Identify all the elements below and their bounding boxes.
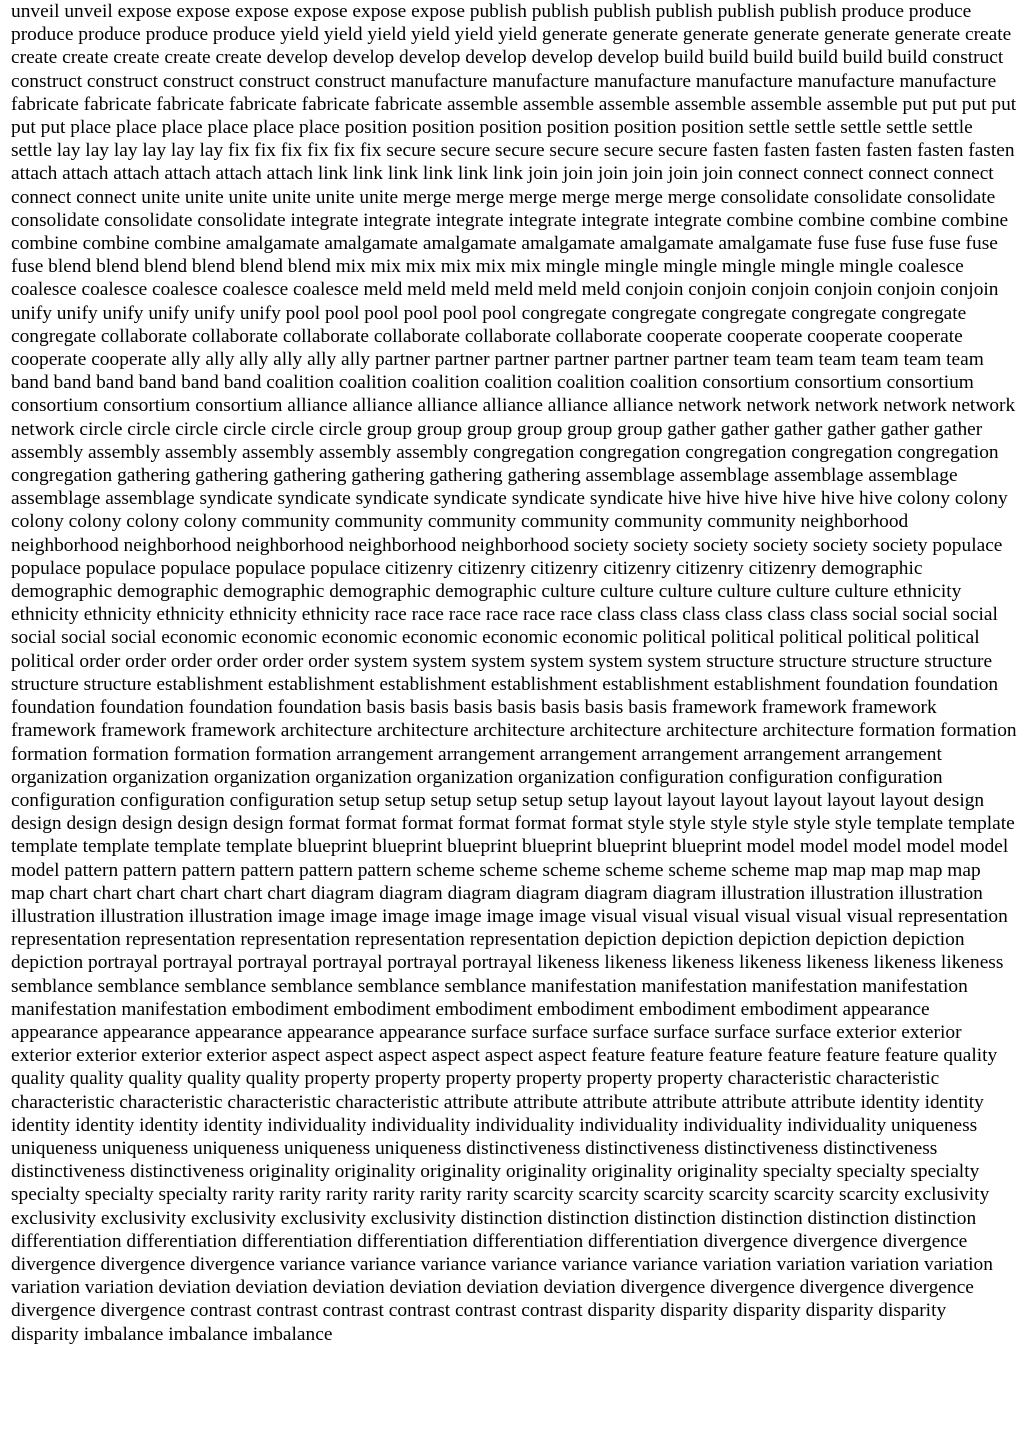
body-text: unveil unveil expose expose expose expose expose expose publish publish publish publish publish publish produce produce produce produce produce produce yield yield yield yield yield yield generate generate generate generate generate generate create create create create create create develop develop develop develop develop develop build build build build build build construct construct construct construct construct construct manufacture manufacture manufacture manufacture manufacture manufacture fabricate fabricate fabricate fabricate fabricate fabricate assemble assemble assemble assemble assemble assemble put put put put put put place place place place place place position position position position position position settle settle settle settle settle settle lay lay lay lay lay lay fix fix fix fix fix fix secure secure secure secure secure secure fasten fasten fasten fasten fasten fasten attach attach attach attach attach attach link link link link link link join join join join join join connect connect connect connect connect connect unite unite unite unite unite unite merge merge merge merge merge merge consolidate consolidate consolidate consolidate consolidate consolidate integrate integrate integrate integrate integrate integrate combine combine combine combine combine combine combine amalgamate amalgamate amalgamate amalgamate amalgamate amalgamate fuse fuse fuse fuse fuse fuse blend blend blend blend blend blend mix mix mix mix mix mix mingle mingle mingle mingle mingle mingle coalesce coalesce coalesce coalesce coalesce coalesce meld meld meld meld meld meld conjoin conjoin conjoin conjoin conjoin conjoin unify unify unify unify unify unify pool pool pool pool pool pool congregate congregate congregate congregate congregate congregate collaborate collaborate collaborate collaborate collaborate collaborate cooperate cooperate cooperate cooperate cooperate cooperate ally ally ally ally ally ally partner partner partner partner partner partner team team team team team team band band band band band band coalition coalition coalition coalition coalition coalition consortium consortium consortium consortium consortium consortium alliance alliance alliance alliance alliance alliance network network network network network network circle circle circle circle circle circle group group group group group group gather gather gather gather gather gather assembly assembly assembly assembly assembly assembly congregation congregation congregation congregation congregation congregation gathering gathering gathering gathering gathering gathering assemblage assemblage assemblage assemblage assemblage assemblage syndicate syndicate syndicate syndicate syndicate syndicate hive hive hive hive hive hive colony colony colony colony colony colony community community community community community community neighborhood neighborhood neighborhood neighborhood neighborhood neighborhood society society society society society society populace populace populace populace populace populace citizenry citizenry citizenry citizenry citizenry citizenry demographic demographic demographic demographic demographic demographic culture culture culture culture culture culture ethnicity ethnicity ethnicity ethnicity ethnicity ethnicity race race race race race race class class class class class class social social social social social social economic economic economic economic economic economic political political political political political political order order order order order order system system system system system system structure structure structure structure structure structure establishment establishment establishment establishment establishment establishment foundation foundation foundation foundation foundation foundation basis basis basis basis basis basis basis framework framework framework framework framework framework architecture architecture architecture architecture architecture architecture formation formation formation formation formation formation arrangement arrangement arrangement arrangement arrangement arrangement organization organization organization organization organization organization configuration configuration configuration configuration configuration configuration setup setup setup setup setup setup layout layout layout layout layout layout design design design design design design format format format format format format style style style style style style template template template template template template blueprint blueprint blueprint blueprint blueprint blueprint model model model model model model pattern pattern pattern pattern pattern pattern scheme scheme scheme scheme scheme scheme map map map map map map chart chart chart chart chart chart diagram diagram diagram diagram diagram diagram illustration illustration illustration illustration illustration illustration image image image image image image visual visual visual visual visual visual representation representation representation representation representation representation depiction depiction depiction depiction depiction depiction portrayal portrayal portrayal portrayal portrayal portrayal likeness likeness likeness likeness likeness likeness likeness semblance semblance semblance semblance semblance semblance manifestation manifestation manifestation manifestation manifestation manifestation embodiment embodiment embodiment embodiment embodiment embodiment appearance appearance appearance appearance appearance appearance surface surface surface surface surface surface exterior exterior exterior exterior exterior exterior aspect aspect aspect aspect aspect aspect feature feature feature feature feature feature quality quality quality quality quality quality property property property property property property characteristic characteristic characteristic characteristic characteristic characteristic attribute attribute attribute attribute attribute attribute identity identity identity identity identity identity individuality individuality individuality individuality individuality individuality uniqueness uniqueness uniqueness uniqueness uniqueness uniqueness distinctiveness distinctiveness distinctiveness distinctiveness distinctiveness distinctiveness originality originality originality originality originality originality specialty specialty specialty specialty specialty specialty rarity rarity rarity rarity rarity rarity scarcity scarcity scarcity scarcity scarcity scarcity exclusivity exclusivity exclusivity exclusivity exclusivity exclusivity distinction distinction distinction distinction distinction distinction differentiation differentiation differentiation differentiation differentiation differentiation divergence divergence divergence divergence divergence divergence variance variance variance variance variance variance variation variation variation variation variation variation deviation deviation deviation deviation deviation deviation divergence divergence divergence divergence divergence divergence contrast contrast contrast contrast contrast contrast disparity disparity disparity disparity disparity disparity imbalance imbalance imbalance — [11, 1, 1017, 1345]
